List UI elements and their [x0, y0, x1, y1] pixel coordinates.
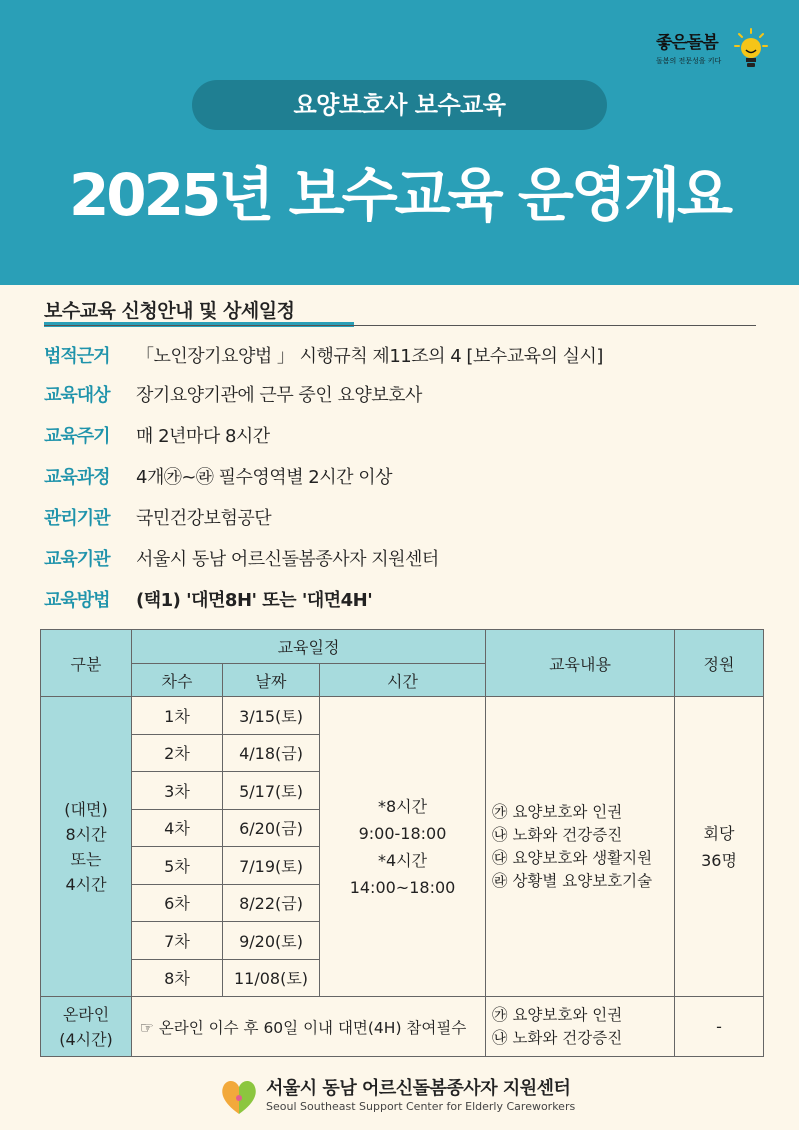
content-line: ㉮ 요양보호와 인권 — [492, 802, 623, 821]
info-row-target — [44, 379, 422, 409]
info-value: 4개㉮~㉱ 필수영역별 2시간 이상 — [136, 467, 393, 488]
date-cell: 11/08(토) — [223, 959, 320, 997]
lightbulb-icon — [734, 28, 768, 74]
center-name-english: Seoul Southeast Support Center for Elderly Careworkers — [266, 1100, 576, 1113]
info-value: (택1) '대면8H' 또는 '대면4H' — [136, 590, 373, 611]
round-cell: 1차 — [132, 697, 223, 735]
info-row-institution — [44, 543, 439, 573]
header-category: 구분 — [41, 630, 132, 697]
content-line: ㉯ 노화와 건강증진 — [492, 825, 623, 844]
section-divider — [44, 325, 756, 326]
header-time: 시간 — [320, 664, 486, 697]
info-value: 국민건강보험공단 — [136, 508, 272, 529]
info-label: 관리기관 — [44, 508, 110, 529]
info-label: 교육대상 — [44, 385, 110, 406]
info-row-legal-basis — [44, 340, 603, 370]
round-cell: 5차 — [132, 847, 223, 885]
category-pill: 요양보호사 보수교육 — [192, 80, 607, 130]
time-cell — [320, 697, 486, 997]
info-value: 「노인장기요양법 」 시행규칙 제11조의 4 [보수교육의 실시] — [136, 346, 603, 367]
info-row-method — [44, 584, 372, 614]
category-line: (4시간) — [59, 1029, 113, 1049]
category-line: (대면) — [64, 799, 108, 819]
info-row-course — [44, 461, 392, 491]
round-cell: 8차 — [132, 959, 223, 997]
category-line: 또는 — [70, 849, 102, 869]
category-line: 온라인 — [62, 1004, 110, 1024]
content-line: ㉰ 요양보호와 생활지원 — [492, 848, 653, 867]
date-cell: 3/15(토) — [223, 697, 320, 735]
brand-logo — [656, 22, 776, 78]
category-line: 4시간 — [65, 874, 107, 894]
round-cell: 6차 — [132, 884, 223, 922]
online-note: ☞ 온라인 이수 후 60일 이내 대면(4H) 참여필수 — [132, 997, 486, 1057]
capacity-line: 회당 — [703, 823, 735, 843]
header-round: 차수 — [132, 664, 223, 697]
date-cell: 7/19(토) — [223, 847, 320, 885]
info-row-cycle — [44, 420, 270, 450]
round-cell: 2차 — [132, 734, 223, 772]
category-online-cell — [41, 997, 132, 1057]
table-row — [41, 697, 764, 735]
capacity-cell — [675, 697, 764, 997]
time-line: *8시간 — [377, 796, 428, 816]
info-label: 법적근거 — [44, 346, 110, 367]
header-date: 날짜 — [223, 664, 320, 697]
time-line: *4시간 — [377, 850, 428, 870]
info-label: 교육주기 — [44, 426, 110, 447]
online-content-cell — [486, 997, 675, 1057]
date-cell: 9/20(토) — [223, 922, 320, 960]
table-row-online — [41, 997, 764, 1057]
category-offline-cell — [41, 697, 132, 997]
category-line: 8시간 — [65, 824, 107, 844]
date-cell: 4/18(금) — [223, 734, 320, 772]
brand-logo-tagline: 돌봄의 전문성을 키다 — [656, 57, 722, 65]
brand-logo-name: 좋은돌봄 — [656, 33, 718, 53]
section-title: 보수교육 신청안내 및 상세일정 — [44, 300, 295, 322]
round-cell: 4차 — [132, 809, 223, 847]
date-cell: 6/20(금) — [223, 809, 320, 847]
round-cell: 7차 — [132, 922, 223, 960]
header-schedule: 교육일정 — [132, 630, 486, 664]
page-title: 2025년 보수교육 운영개요 — [68, 161, 731, 229]
center-name: 서울시 동남 어르신돌봄종사자 지원센터 — [266, 1078, 571, 1099]
time-line: 14:00~18:00 — [349, 877, 456, 897]
content-line: ㉱ 상황별 요양보호기술 — [492, 871, 653, 890]
online-capacity-cell: - — [675, 997, 764, 1057]
time-line: 9:00-18:00 — [358, 823, 447, 843]
info-row-management — [44, 502, 271, 532]
info-label: 교육기관 — [44, 549, 110, 570]
header-capacity: 정원 — [675, 630, 764, 697]
header-content: 교육내용 — [486, 630, 675, 697]
info-label: 교육방법 — [44, 590, 110, 611]
content-line: ㉯ 노화와 건강증진 — [492, 1028, 623, 1047]
date-cell: 8/22(금) — [223, 884, 320, 922]
info-value: 장기요양기관에 근무 중인 요양보호사 — [136, 385, 422, 406]
content-line: ㉮ 요양보호와 인권 — [492, 1005, 623, 1024]
header-banner — [0, 0, 799, 285]
center-logo-icon — [218, 1076, 260, 1116]
footer — [0, 1070, 799, 1120]
content-cell — [486, 697, 675, 997]
schedule-table — [40, 629, 764, 1057]
round-cell: 3차 — [132, 772, 223, 810]
capacity-line: 36명 — [701, 850, 737, 870]
info-value: 매 2년마다 8시간 — [136, 426, 270, 447]
date-cell: 5/17(토) — [223, 772, 320, 810]
info-label: 교육과정 — [44, 467, 110, 488]
info-value: 서울시 동남 어르신돌봄종사자 지원센터 — [136, 549, 439, 570]
